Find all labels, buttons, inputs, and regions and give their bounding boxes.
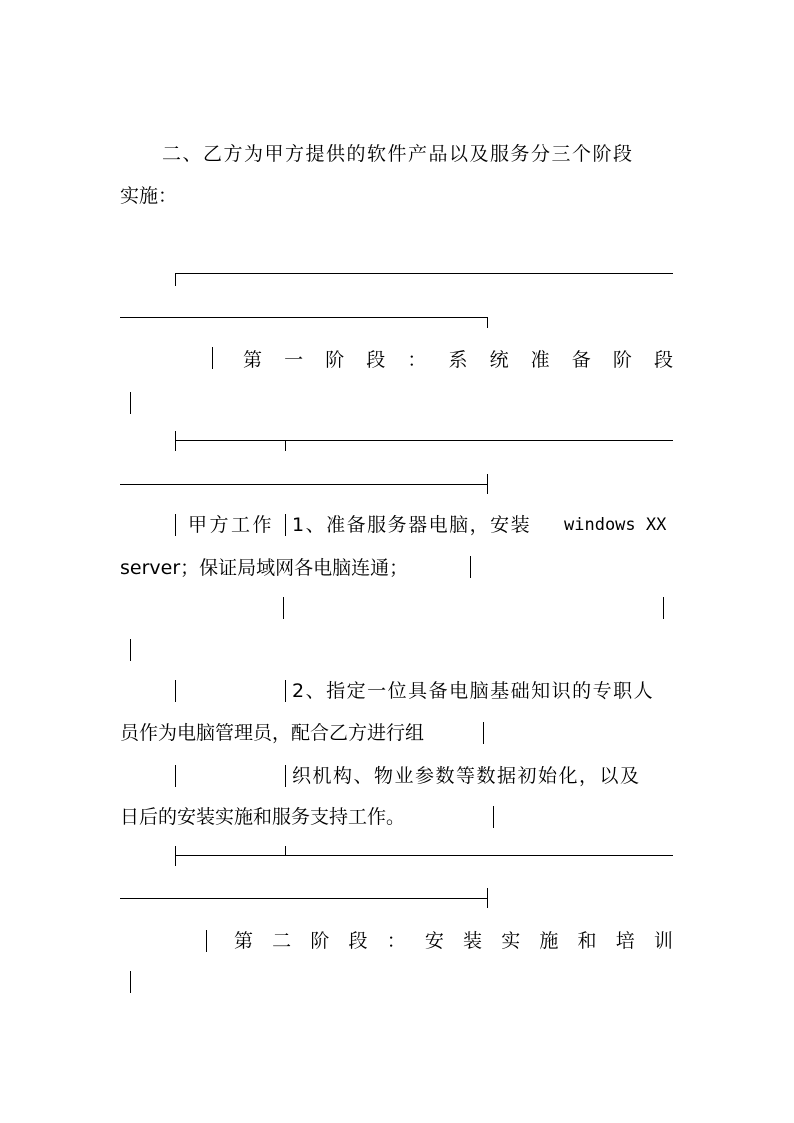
separator2-right-tee (487, 888, 488, 908)
separator2-line-continued (120, 898, 488, 899)
task1-line-2: server；保证局域网各电脑连通； (120, 557, 409, 579)
stage2-title-char: 施 (539, 930, 559, 952)
intro-line-2: 实施： (120, 185, 178, 207)
task2-line-4: 日后的安装实施和服务支持工作。 (120, 806, 406, 828)
stage1-right-bar (130, 392, 131, 414)
stage1-title-char: 段 (366, 349, 386, 371)
stage2-title-char: 和 (577, 930, 597, 952)
stage2-title-char: 二 (272, 930, 292, 952)
task1-line-1-prefix: 1、准备服务器电脑，安装 (292, 514, 532, 536)
stage2-title-char: 训 (653, 930, 673, 952)
separator1-line-continued (120, 484, 488, 485)
stage2-left-bar (206, 930, 207, 952)
task2-line-3: 织机构、物业参数等数据初始化，以及 (292, 765, 641, 787)
stage1-title-char: 阶 (325, 349, 345, 371)
table-top-border (175, 273, 673, 274)
separator1-left-tee (175, 431, 176, 451)
party-label: 甲方工作 (188, 514, 275, 536)
stage1-title-char: 准 (530, 349, 550, 371)
stage2-right-bar (130, 971, 131, 993)
task2-column-bar-2 (285, 765, 286, 787)
separator1-line (175, 440, 673, 441)
task2-column-bar (285, 680, 286, 702)
task2-right-bar-2 (493, 806, 494, 828)
stage1-title-char: 段 (653, 349, 673, 371)
separator2-left-tee (175, 846, 176, 866)
stage1-title-char: ： (407, 349, 427, 371)
task2-line-2: 员作为电脑管理员，配合乙方进行组 (120, 722, 425, 744)
stage1-title-char: 统 (489, 349, 509, 371)
stage2-title-char: 实 (501, 930, 521, 952)
task2-line-1: 2、指定一位具备电脑基础知识的专职人 (292, 680, 655, 702)
task2-right-bar-1 (483, 722, 484, 744)
stage2-title-char: 阶 (310, 930, 330, 952)
row-left-bar (175, 514, 176, 536)
stage2-title-char: 安 (424, 930, 444, 952)
stage2-title-char: 段 (348, 930, 368, 952)
blank-row-right-bar (663, 597, 664, 619)
table-top-border-continued (120, 317, 488, 318)
separator1-right-tee (487, 474, 488, 494)
stage1-title-char: 第 (243, 349, 263, 371)
stage1-title-char: 备 (571, 349, 591, 371)
task1-line-1-suffix: windows XX (564, 515, 667, 535)
stage2-title-char: 培 (615, 930, 635, 952)
separator2-line (175, 855, 673, 856)
separator1-column-tee (285, 440, 286, 451)
separator2-column-tee (285, 846, 286, 855)
stage1-left-bar (212, 347, 213, 369)
stage1-title (243, 347, 673, 373)
intro-line-1: 二、乙方为甲方提供的软件产品以及服务分三个阶段 (162, 143, 634, 165)
stage1-title-char: 一 (284, 349, 304, 371)
task2-left-bar-2 (175, 765, 176, 787)
table-top-right-corner (487, 317, 488, 328)
task2-left-bar (175, 680, 176, 702)
blank-row-column-bar (283, 597, 284, 619)
table-top-left-corner (175, 273, 176, 286)
stage1-title-char: 系 (448, 349, 468, 371)
task1-right-bar (470, 556, 471, 578)
row-column-bar (285, 514, 286, 536)
stage2-title-char: 装 (463, 930, 483, 952)
stage2-title (234, 928, 673, 954)
blank-row-wrap-bar (130, 639, 131, 661)
stage2-title-char: ： (386, 930, 406, 952)
stage1-title-char: 阶 (612, 349, 632, 371)
stage2-title-char: 第 (234, 930, 254, 952)
